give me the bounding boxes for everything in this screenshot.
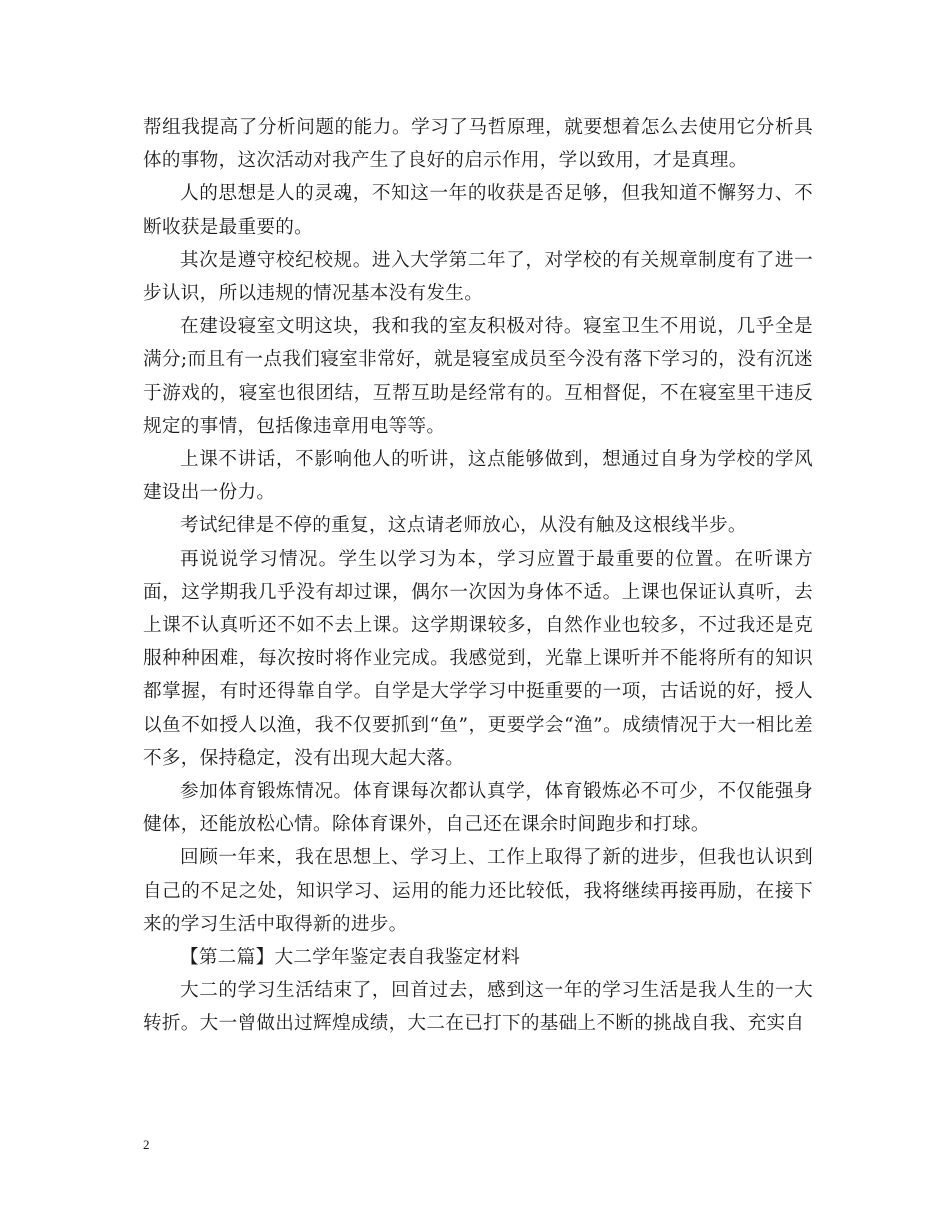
paragraph-9: 回顾一年来，我在思想上、学习上、工作上取得了新的进步，但我也认识到自己的不足之处，知识学习、运用的能力还比较低，我将继续再接再励，在接下来的学习生活中取得新的进步。 bbox=[143, 847, 813, 935]
paragraph-4: 在建设寝室文明这块，我和我的室友积极对待。寝室卫生不用说，几乎全是满分;而且有一点我们寝室非常好，就是寝室成员至今没有落下学习的，没有沉迷于游戏的，寝室也很团结，互帮互助是经常有的。互相督促，不在寝室里干违反规定的事情，包括像违章用电等等。 bbox=[143, 316, 813, 437]
paragraph-6: 考试纪律是不停的重复，这点请老师放心，从没有触及这根线半步。 bbox=[180, 515, 747, 537]
paragraph-8: 参加体育锻炼情况。体育课每次都认真学，体育锻炼必不可少，不仅能强身健体，还能放松心情。除体育课外，自己还在课余时间跑步和打球。 bbox=[143, 781, 813, 836]
paragraph-2: 人的思想是人的灵魂，不知这一年的收获是否足够，但我知道不懈努力、不断收获是最重要的。 bbox=[143, 183, 813, 238]
paragraph-1: 帮组我提高了分析问题的能力。学习了马哲原理，就要想着怎么去使用它分析具体的事物，这次活动对我产生了良好的启示作用，学以致用，才是真理。 bbox=[143, 117, 813, 172]
paragraph-7: 再说说学习情况。学生以学习为本，学习应置于最重要的位置。在听课方面，这学期我几乎没有却过课，偶尔一次因为身体不适。上课也保证认真听，去上课不认真听还不如不去上课。这学期课较多，自然作业也较多，不过我还是克服种种困难，每次按时将作业完成。我感觉到，光靠上课听并不能将所有的知识都掌握，有时还得靠自学。自学是大学学习中挺重要的一项，古话说的好，授人以鱼不如授人以渔，我不仅要抓到“鱼”，更要学会“渔”。成绩情况于大一相比差不多，保持稳定，没有出现大起大落。 bbox=[143, 548, 813, 769]
paragraph-11: 大二的学习生活结束了，回首过去，感到这一年的学习生活是我人生的一大转折。大一曾做出过辉煌成绩，大二在已打下的基础上不断的挑战自我、充实自 bbox=[143, 980, 813, 1035]
document-body bbox=[143, 111, 813, 1041]
paragraph-3: 其次是遵守校纪校规。进入大学第二年了，对学校的有关规章制度有了进一步认识，所以违规的情况基本没有发生。 bbox=[143, 249, 813, 305]
paragraph-5: 上课不讲话，不影响他人的听讲，这点能够做到，想通过自身为学校的学风建设出一份力。 bbox=[143, 449, 813, 504]
page-number: 2 bbox=[143, 1137, 150, 1152]
section-heading-second-article: 【第二篇】大二学年鉴定表自我鉴定材料 bbox=[180, 947, 521, 969]
